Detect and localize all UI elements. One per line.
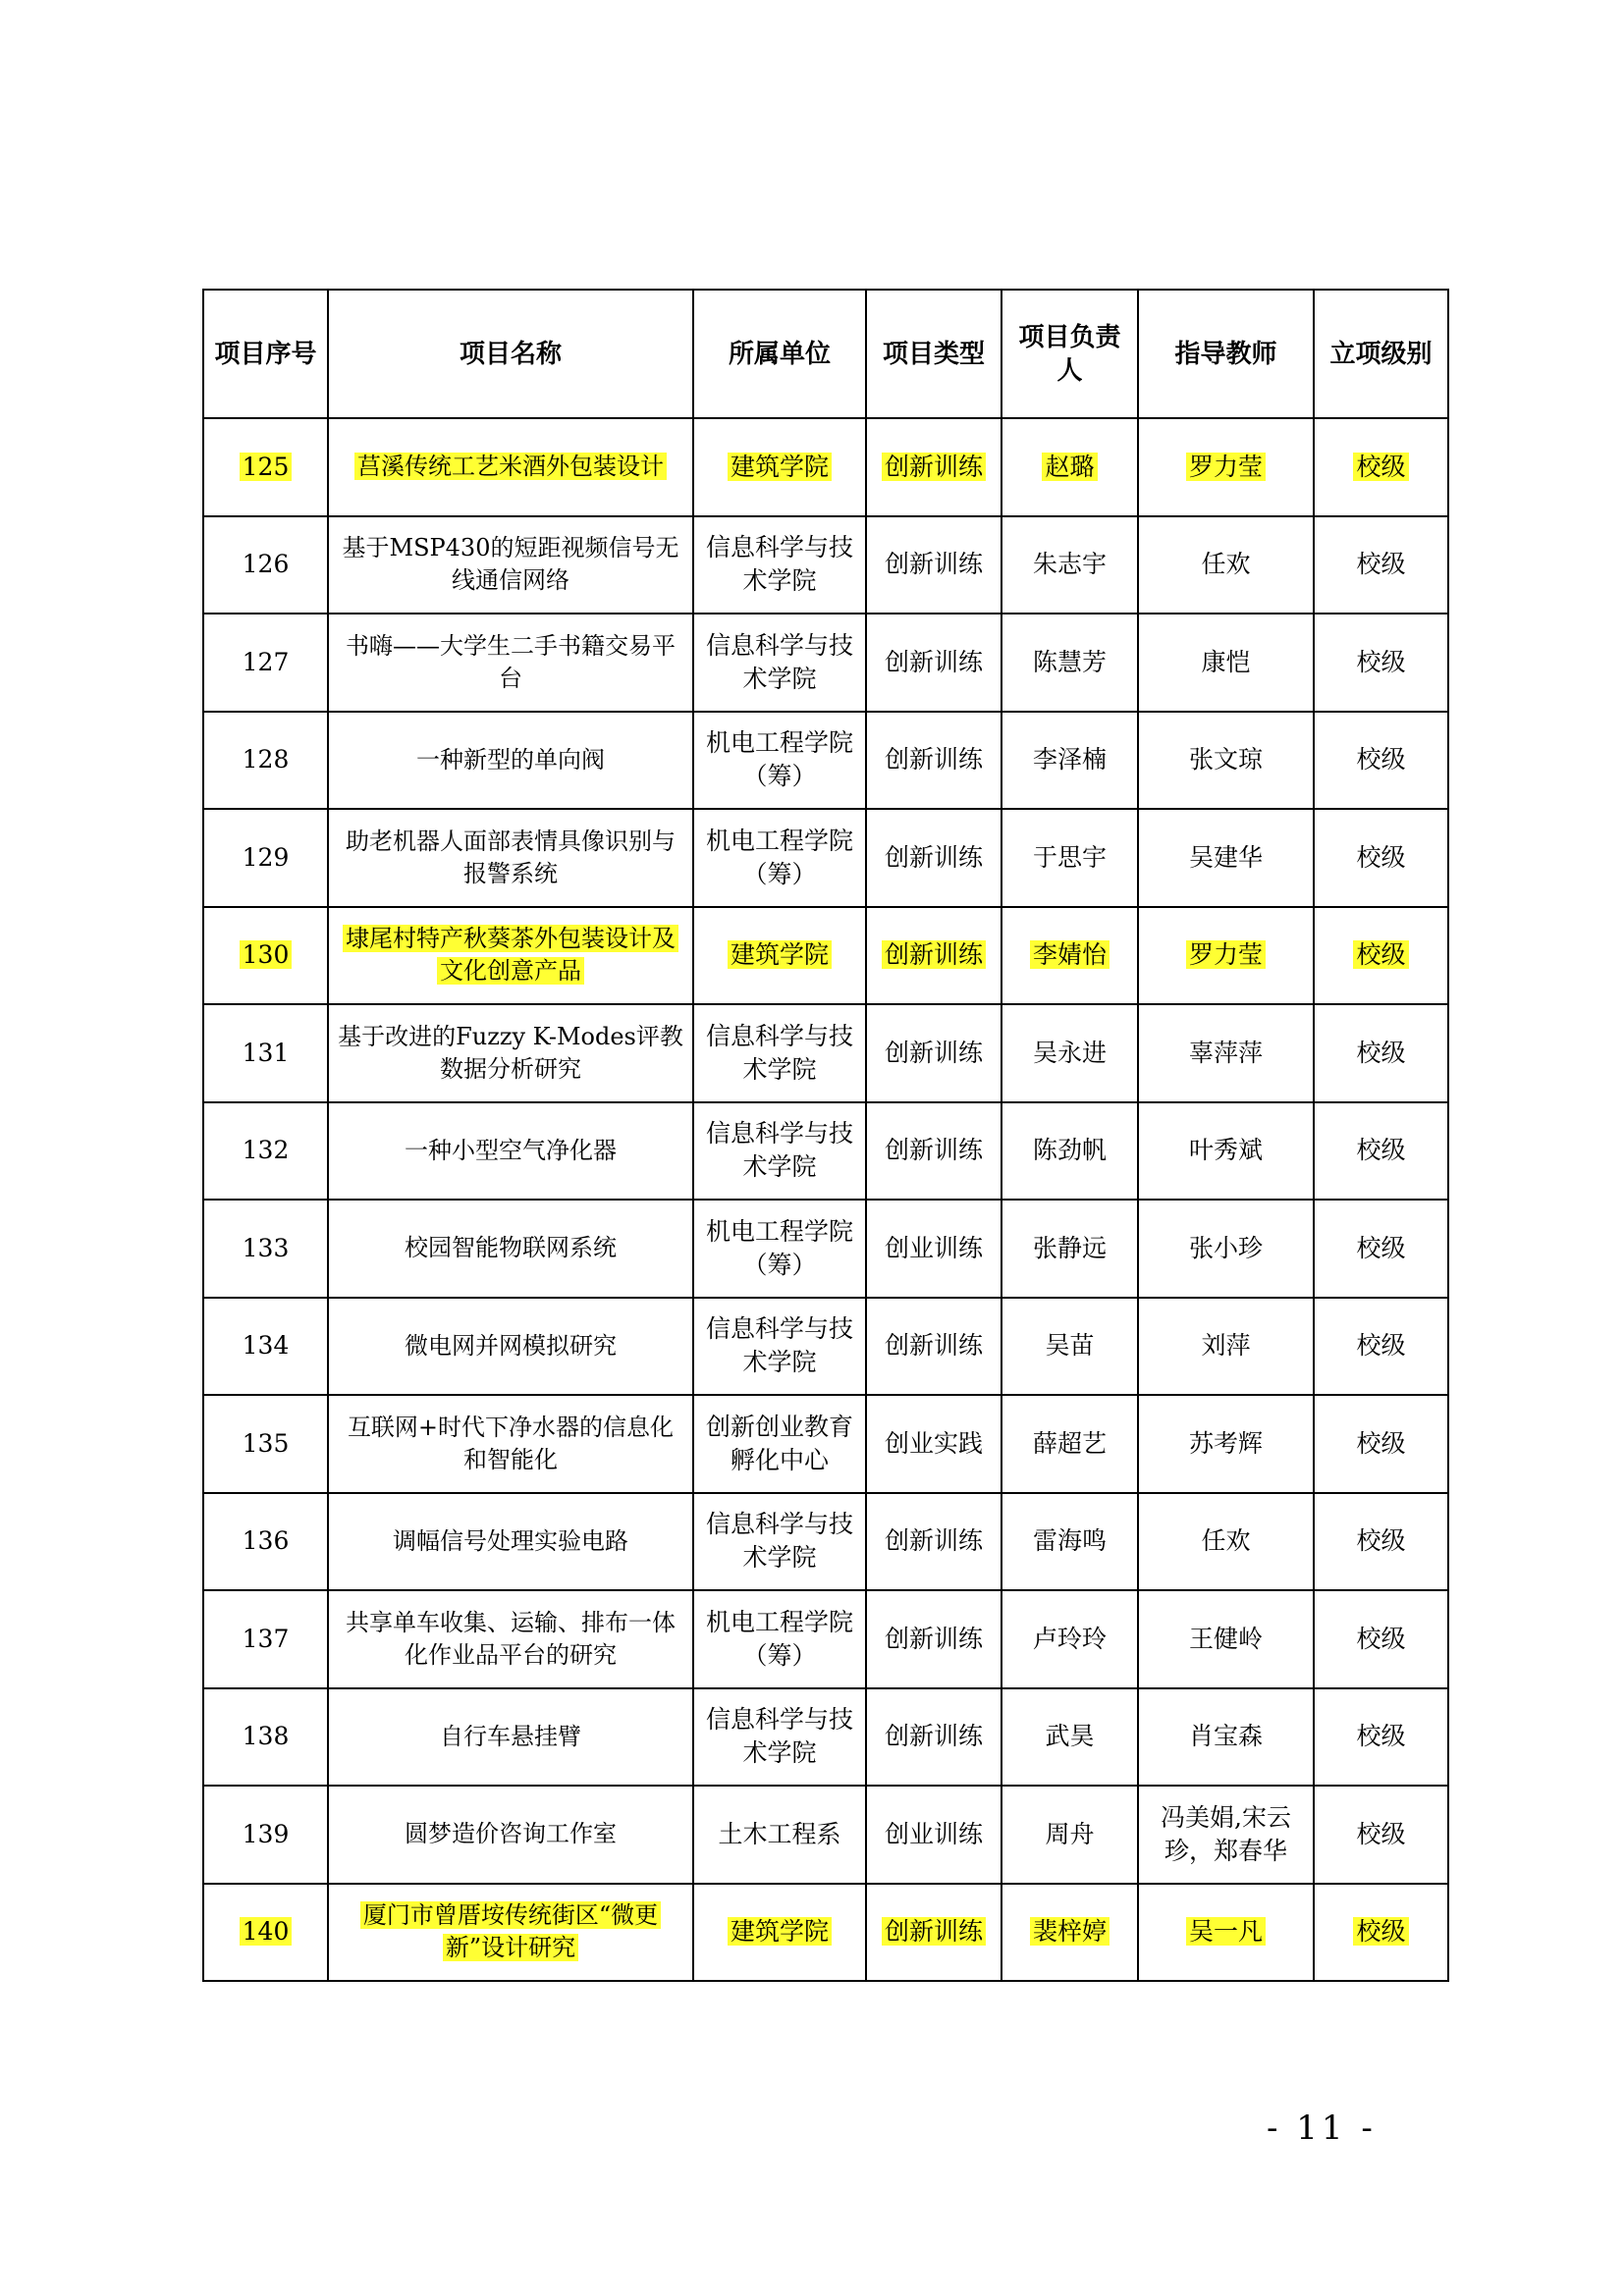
table-row: [203, 1298, 1448, 1396]
advisor-cell: [1138, 1200, 1314, 1298]
project-no-cell: [203, 1298, 328, 1396]
project-name-text: 共享单车收集、运输、排布一体化作业品平台的研究: [346, 1608, 676, 1669]
leader-text: 卢玲玲: [1032, 1624, 1107, 1653]
unit-cell: [693, 418, 866, 516]
unit-cell: [693, 1004, 866, 1102]
project-no-text: 134: [242, 1331, 290, 1361]
project-no-cell: [203, 1590, 328, 1688]
unit-cell: [693, 1200, 866, 1298]
project-type-cell: [866, 1200, 1001, 1298]
table-row: [203, 907, 1448, 1005]
project-no-cell: [203, 712, 328, 810]
unit-cell: [693, 614, 866, 712]
page-number: - 11 -: [1267, 2109, 1377, 2148]
table-row: [203, 418, 1448, 516]
project-name-text: 调幅信号处理实验电路: [393, 1526, 628, 1555]
project-type-cell: [866, 516, 1001, 614]
advisor-text: 张小珍: [1188, 1233, 1263, 1262]
header-leader: 项目负责人: [1001, 290, 1138, 418]
header-row: [203, 290, 1448, 418]
project-name-text: 莒溪传统工艺米酒外包装设计: [354, 453, 667, 480]
level-text: 校级: [1353, 1917, 1408, 1946]
project-type-text: 创新训练: [882, 453, 986, 481]
advisor-cell: [1138, 1395, 1314, 1493]
project-type-cell: [866, 1102, 1001, 1201]
project-no-cell: [203, 1786, 328, 1884]
advisor-text: 肖宝森: [1188, 1722, 1263, 1751]
level-cell: [1314, 1493, 1448, 1591]
level-cell: [1314, 1688, 1448, 1787]
project-no-text: 137: [242, 1624, 290, 1653]
project-no-text: 138: [242, 1722, 290, 1751]
advisor-text: 苏考辉: [1188, 1428, 1263, 1458]
advisor-cell: [1138, 1004, 1314, 1102]
project-type-text: 创新训练: [884, 745, 983, 774]
project-name-cell: [328, 1493, 693, 1591]
level-cell: [1314, 1102, 1448, 1201]
project-name-text: 一种小型空气净化器: [405, 1136, 617, 1164]
leader-text: 朱志宇: [1032, 550, 1107, 579]
table-row: [203, 1688, 1448, 1787]
level-cell: [1314, 418, 1448, 516]
advisor-cell: [1138, 516, 1314, 614]
unit-cell: [693, 712, 866, 810]
table-row: [203, 1590, 1448, 1688]
advisor-cell: [1138, 418, 1314, 516]
leader-text: 陈慧芳: [1032, 647, 1107, 676]
unit-text: 机电工程学院（筹）: [705, 728, 853, 791]
project-type-cell: [866, 1688, 1001, 1787]
project-type-cell: [866, 1298, 1001, 1396]
project-name-cell: [328, 1102, 693, 1201]
project-no-cell: [203, 1493, 328, 1591]
project-no-text: 126: [242, 550, 290, 579]
project-type-text: 创新训练: [884, 1526, 983, 1556]
unit-cell: [693, 1102, 866, 1201]
project-no-cell: [203, 1102, 328, 1201]
project-type-text: 创业实践: [884, 1428, 983, 1458]
advisor-text: 张文琼: [1188, 745, 1263, 774]
advisor-cell: [1138, 907, 1314, 1005]
project-no-text: 140: [240, 1917, 293, 1946]
leader-text: 于思宇: [1032, 842, 1107, 872]
project-name-cell: [328, 907, 693, 1005]
project-type-cell: [866, 1786, 1001, 1884]
advisor-cell: [1138, 1590, 1314, 1688]
advisor-cell: [1138, 1688, 1314, 1787]
project-no-cell: [203, 516, 328, 614]
project-name-text: 一种新型的单向阀: [416, 745, 605, 774]
project-type-text: 创新训练: [884, 842, 983, 872]
project-name-text: 书嗨——大学生二手书籍交易平台: [346, 631, 676, 692]
leader-cell: [1001, 1493, 1138, 1591]
project-name-cell: [328, 809, 693, 907]
project-no-cell: [203, 1395, 328, 1493]
project-type-cell: [866, 1590, 1001, 1688]
unit-cell: [693, 516, 866, 614]
unit-cell: [693, 1493, 866, 1591]
advisor-cell: [1138, 1102, 1314, 1201]
project-no-cell: [203, 1004, 328, 1102]
level-cell: [1314, 1004, 1448, 1102]
leader-text: 吴苗: [1045, 1331, 1095, 1361]
advisor-text: 吴建华: [1188, 842, 1263, 872]
project-no-text: 139: [242, 1819, 290, 1848]
level-text: 校级: [1353, 453, 1408, 481]
level-text: 校级: [1356, 842, 1406, 872]
advisor-text: 吴一凡: [1186, 1917, 1266, 1946]
project-no-cell: [203, 614, 328, 712]
project-name-text: 厦门市曾厝垵传统街区“微更新”设计研究: [360, 1901, 661, 1961]
advisor-cell: [1138, 1786, 1314, 1884]
unit-cell: [693, 1298, 866, 1396]
leader-text: 雷海鸣: [1032, 1526, 1107, 1556]
unit-cell: [693, 907, 866, 1005]
project-name-text: 微电网并网模拟研究: [405, 1331, 617, 1360]
project-name-text: 埭尾村特产秋葵茶外包装设计及文化创意产品: [343, 925, 678, 985]
leader-cell: [1001, 418, 1138, 516]
project-type-text: 创新训练: [884, 1331, 983, 1361]
leader-cell: [1001, 1688, 1138, 1787]
table-row: [203, 712, 1448, 810]
leader-cell: [1001, 809, 1138, 907]
project-no-text: 136: [242, 1526, 290, 1556]
level-cell: [1314, 1200, 1448, 1298]
table-row: [203, 809, 1448, 907]
leader-cell: [1001, 1786, 1138, 1884]
level-text: 校级: [1356, 1819, 1406, 1848]
project-no-text: 130: [240, 940, 293, 969]
header-level: 立项级别: [1314, 290, 1448, 418]
advisor-text: 任欢: [1201, 550, 1251, 579]
project-name-cell: [328, 1884, 693, 1982]
level-text: 校级: [1356, 1428, 1406, 1458]
project-name-cell: [328, 1590, 693, 1688]
unit-cell: [693, 809, 866, 907]
unit-text: 建筑学院: [728, 453, 832, 481]
project-name-cell: [328, 1298, 693, 1396]
level-text: 校级: [1356, 1233, 1406, 1262]
project-type-cell: [866, 712, 1001, 810]
leader-cell: [1001, 516, 1138, 614]
project-name-text: 校园智能物联网系统: [405, 1234, 617, 1262]
project-type-text: 创新训练: [884, 647, 983, 676]
advisor-text: 辜萍萍: [1188, 1038, 1263, 1067]
project-name-cell: [328, 1200, 693, 1298]
project-name-cell: [328, 712, 693, 810]
project-type-text: 创新训练: [882, 1917, 986, 1946]
table-row: [203, 1493, 1448, 1591]
project-table: [202, 289, 1449, 1982]
project-type-text: 创新训练: [884, 550, 983, 579]
project-type-text: 创新训练: [882, 940, 986, 969]
project-type-text: 创新训练: [884, 1136, 983, 1165]
unit-text: 信息科学与技术学院: [705, 1119, 853, 1182]
project-type-cell: [866, 1884, 1001, 1982]
leader-text: 裴梓婷: [1030, 1917, 1110, 1946]
unit-text: 创新创业教育孵化中心: [705, 1412, 853, 1474]
project-type-text: 创业训练: [884, 1819, 983, 1848]
leader-text: 陈劲帆: [1032, 1136, 1107, 1165]
header-project-name: 项目名称: [328, 290, 693, 418]
project-no-cell: [203, 1200, 328, 1298]
level-cell: [1314, 907, 1448, 1005]
project-type-cell: [866, 809, 1001, 907]
advisor-cell: [1138, 1298, 1314, 1396]
project-name-cell: [328, 516, 693, 614]
leader-text: 薛超艺: [1032, 1428, 1107, 1458]
table-row: [203, 1786, 1448, 1884]
unit-text: 机电工程学院（筹）: [705, 1607, 853, 1670]
project-no-cell: [203, 907, 328, 1005]
advisor-cell: [1138, 1884, 1314, 1982]
project-name-text: 基于MSP430的短距视频信号无线通信网络: [342, 534, 679, 595]
leader-text: 李泽楠: [1032, 745, 1107, 774]
level-cell: [1314, 516, 1448, 614]
unit-text: 土木工程系: [718, 1819, 841, 1848]
level-cell: [1314, 1395, 1448, 1493]
advisor-text: 罗力莹: [1186, 940, 1266, 969]
project-no-cell: [203, 809, 328, 907]
leader-cell: [1001, 1200, 1138, 1298]
level-text: 校级: [1356, 1331, 1406, 1361]
advisor-text: 任欢: [1201, 1526, 1251, 1556]
table-row: [203, 1004, 1448, 1102]
project-type-cell: [866, 1493, 1001, 1591]
leader-cell: [1001, 1102, 1138, 1201]
table-row: [203, 1200, 1448, 1298]
unit-text: 建筑学院: [728, 940, 832, 969]
project-name-text: 助老机器人面部表情具像识别与报警系统: [346, 827, 676, 887]
unit-cell: [693, 1395, 866, 1493]
level-text: 校级: [1356, 1722, 1406, 1751]
advisor-text: 罗力莹: [1186, 453, 1266, 481]
advisor-text: 叶秀斌: [1188, 1136, 1263, 1165]
project-no-text: 133: [242, 1233, 290, 1262]
project-no-text: 128: [242, 745, 290, 774]
leader-text: 赵璐: [1042, 453, 1097, 481]
level-cell: [1314, 712, 1448, 810]
advisor-cell: [1138, 1493, 1314, 1591]
advisor-cell: [1138, 712, 1314, 810]
project-name-cell: [328, 1395, 693, 1493]
advisor-text: 王健岭: [1188, 1624, 1263, 1653]
project-name-cell: [328, 1004, 693, 1102]
leader-text: 李婧怡: [1030, 940, 1110, 969]
table-row: [203, 1884, 1448, 1982]
project-type-text: 创新训练: [884, 1722, 983, 1751]
leader-cell: [1001, 1298, 1138, 1396]
level-text: 校级: [1356, 1136, 1406, 1165]
leader-text: 张静远: [1032, 1233, 1107, 1262]
project-no-text: 135: [242, 1428, 290, 1458]
unit-cell: [693, 1884, 866, 1982]
level-text: 校级: [1356, 1038, 1406, 1067]
project-no-cell: [203, 418, 328, 516]
level-text: 校级: [1356, 1526, 1406, 1556]
table-row: [203, 614, 1448, 712]
unit-cell: [693, 1786, 866, 1884]
header-advisor: 指导教师: [1138, 290, 1314, 418]
project-no-cell: [203, 1688, 328, 1787]
advisor-cell: [1138, 809, 1314, 907]
project-type-cell: [866, 614, 1001, 712]
header-unit: 所属单位: [693, 290, 866, 418]
project-type-text: 创业训练: [884, 1233, 983, 1262]
leader-cell: [1001, 1004, 1138, 1102]
project-type-text: 创新训练: [884, 1038, 983, 1067]
level-cell: [1314, 1884, 1448, 1982]
advisor-text: 刘萍: [1201, 1331, 1251, 1361]
level-cell: [1314, 809, 1448, 907]
project-no-text: 129: [242, 842, 290, 872]
leader-cell: [1001, 614, 1138, 712]
project-name-text: 自行车悬挂臂: [440, 1722, 581, 1750]
table-row: [203, 1102, 1448, 1201]
level-text: 校级: [1356, 745, 1406, 774]
unit-text: 信息科学与技术学院: [705, 630, 853, 693]
leader-cell: [1001, 1590, 1138, 1688]
project-name-cell: [328, 418, 693, 516]
level-cell: [1314, 1298, 1448, 1396]
project-type-cell: [866, 907, 1001, 1005]
project-type-cell: [866, 1004, 1001, 1102]
table-body: [203, 418, 1448, 1981]
level-text: 校级: [1356, 550, 1406, 579]
project-type-text: 创新训练: [884, 1624, 983, 1653]
level-text: 校级: [1356, 1624, 1406, 1653]
leader-text: 吴永进: [1032, 1038, 1107, 1067]
leader-cell: [1001, 1395, 1138, 1493]
project-no-cell: [203, 1884, 328, 1982]
level-text: 校级: [1353, 940, 1408, 969]
project-name-cell: [328, 1688, 693, 1787]
table-row: [203, 1395, 1448, 1493]
advisor-text: 康恺: [1201, 647, 1251, 676]
advisor-text: 冯美娟,宋云珍，郑春华: [1161, 1802, 1291, 1865]
unit-text: 信息科学与技术学院: [705, 1510, 853, 1573]
header-project-no: 项目序号: [203, 290, 328, 418]
project-type-cell: [866, 418, 1001, 516]
project-name-text: 基于改进的Fuzzy K-Modes评教数据分析研究: [338, 1022, 683, 1083]
leader-cell: [1001, 712, 1138, 810]
level-cell: [1314, 1786, 1448, 1884]
project-no-text: 132: [242, 1136, 290, 1165]
advisor-cell: [1138, 614, 1314, 712]
project-no-text: 125: [240, 453, 293, 481]
leader-text: 周舟: [1045, 1819, 1095, 1848]
project-name-text: 互联网+时代下净水器的信息化和智能化: [347, 1413, 675, 1473]
project-no-text: 131: [242, 1038, 290, 1067]
table-row: [203, 516, 1448, 614]
unit-text: 信息科学与技术学院: [705, 533, 853, 596]
project-no-text: 127: [242, 647, 290, 676]
unit-text: 信息科学与技术学院: [705, 1705, 853, 1768]
unit-text: 信息科学与技术学院: [705, 1021, 853, 1084]
project-name-cell: [328, 1786, 693, 1884]
leader-cell: [1001, 1884, 1138, 1982]
leader-cell: [1001, 907, 1138, 1005]
project-name-cell: [328, 614, 693, 712]
project-name-text: 圆梦造价咨询工作室: [405, 1820, 617, 1848]
leader-text: 武昊: [1045, 1722, 1095, 1751]
unit-text: 信息科学与技术学院: [705, 1314, 853, 1377]
level-cell: [1314, 614, 1448, 712]
unit-cell: [693, 1688, 866, 1787]
level-cell: [1314, 1590, 1448, 1688]
project-type-cell: [866, 1395, 1001, 1493]
unit-text: 机电工程学院（筹）: [705, 826, 853, 888]
unit-cell: [693, 1590, 866, 1688]
header-project-type: 项目类型: [866, 290, 1001, 418]
level-text: 校级: [1356, 647, 1406, 676]
unit-text: 建筑学院: [728, 1917, 832, 1946]
unit-text: 机电工程学院（筹）: [705, 1216, 853, 1279]
